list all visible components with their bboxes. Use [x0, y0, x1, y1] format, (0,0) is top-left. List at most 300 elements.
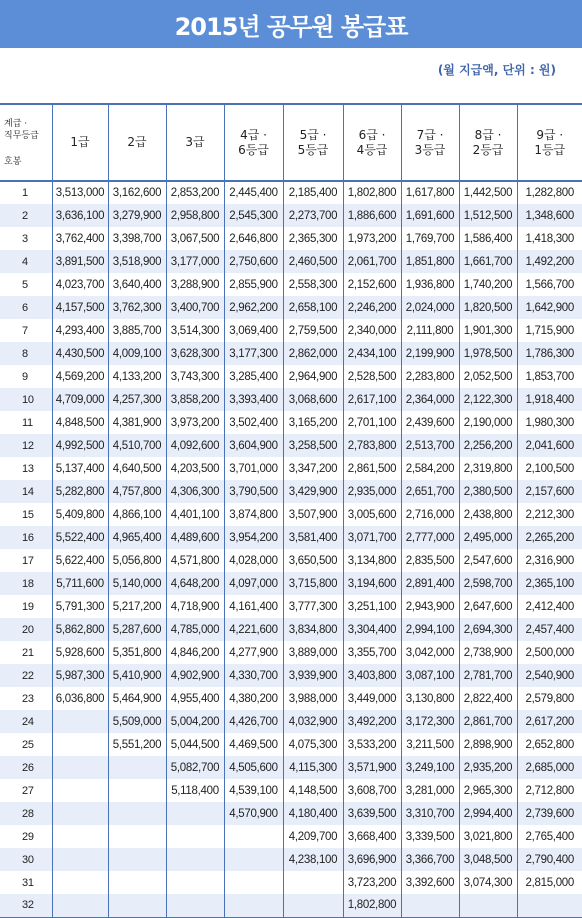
salary-cell: 5,409,800	[52, 503, 108, 526]
salary-cell: 3,134,800	[343, 549, 401, 572]
salary-cell: 4,569,200	[52, 365, 108, 388]
salary-cell: 1,820,500	[459, 296, 517, 319]
salary-cell: 3,042,000	[401, 641, 459, 664]
table-row	[0, 894, 582, 917]
salary-cell: 2,122,300	[459, 388, 517, 411]
column-header-line2: 4등급	[356, 142, 388, 157]
salary-cell: 3,177,300	[224, 342, 283, 365]
salary-cell: 2,835,500	[401, 549, 459, 572]
salary-cell: 1,418,300	[517, 227, 582, 250]
salary-cell: 3,366,700	[401, 848, 459, 871]
salary-cell: 1,978,500	[459, 342, 517, 365]
salary-cell: 4,277,900	[224, 641, 283, 664]
salary-cell: 2,712,800	[517, 779, 582, 802]
salary-cell: 3,005,600	[343, 503, 401, 526]
salary-cell: 3,518,900	[108, 250, 166, 273]
step-cell: 24	[22, 715, 34, 728]
salary-cell: 5,004,200	[166, 710, 224, 733]
salary-cell: 4,955,400	[166, 687, 224, 710]
salary-cell: 2,781,700	[459, 664, 517, 687]
salary-cell: 3,392,600	[401, 871, 459, 894]
table-row	[0, 733, 582, 756]
column-header-line1: 4급 ·	[240, 127, 267, 142]
salary-cell: 1,853,700	[517, 365, 582, 388]
salary-cell: 1,282,800	[517, 181, 582, 204]
salary-cell: 3,571,900	[343, 756, 401, 779]
table-row	[0, 687, 582, 710]
column-header	[166, 104, 224, 181]
salary-cell: 2,739,600	[517, 802, 582, 825]
step-cell: 1	[22, 187, 28, 199]
salary-cell: 3,211,500	[401, 733, 459, 756]
salary-cell: 1,901,300	[459, 319, 517, 342]
table-row	[0, 296, 582, 319]
table-row	[0, 526, 582, 549]
column-header-line1: 1급	[70, 135, 90, 149]
column-header	[52, 104, 108, 181]
salary-cell: 5,987,300	[52, 664, 108, 687]
salary-cell: 1,512,500	[459, 204, 517, 227]
table-body	[0, 181, 582, 917]
salary-cell: 2,190,000	[459, 411, 517, 434]
column-header-line1: 9급 ·	[536, 127, 564, 142]
table-row	[0, 641, 582, 664]
salary-cell	[52, 756, 108, 779]
salary-cell: 3,834,800	[283, 618, 343, 641]
salary-cell	[52, 802, 108, 825]
salary-cell: 2,738,900	[459, 641, 517, 664]
salary-cell: 3,069,400	[224, 319, 283, 342]
salary-cell: 3,087,100	[401, 664, 459, 687]
salary-cell: 2,246,200	[343, 296, 401, 319]
table-row	[0, 848, 582, 871]
table-row	[0, 227, 582, 250]
salary-cell: 3,288,900	[166, 273, 224, 296]
salary-cell: 3,650,500	[283, 549, 343, 572]
salary-cell: 2,212,300	[517, 503, 582, 526]
salary-cell: 2,935,000	[343, 480, 401, 503]
salary-cell	[224, 871, 283, 894]
salary-cell: 3,165,200	[283, 411, 343, 434]
salary-cell: 2,584,200	[401, 457, 459, 480]
salary-cell: 3,074,300	[459, 871, 517, 894]
unit-note: (월 지급액, 단위 : 원)	[437, 63, 556, 77]
step-cell: 4	[22, 255, 28, 268]
corner-rank-line2: 직무등급	[4, 130, 39, 141]
salary-cell: 2,513,700	[401, 434, 459, 457]
step-cell: 7	[22, 324, 28, 337]
salary-cell: 3,762,400	[52, 227, 108, 250]
column-header	[459, 104, 517, 181]
salary-cell: 5,287,600	[108, 618, 166, 641]
step-cell: 23	[22, 692, 34, 705]
step-cell: 20	[22, 623, 34, 636]
salary-cell: 2,943,900	[401, 595, 459, 618]
table-row	[0, 802, 582, 825]
table-row	[0, 204, 582, 227]
salary-cell: 3,048,500	[459, 848, 517, 871]
step-cell: 11	[22, 416, 33, 429]
salary-cell: 3,988,000	[283, 687, 343, 710]
salary-cell: 4,023,700	[52, 273, 108, 296]
salary-cell: 1,802,800	[343, 894, 401, 917]
table-row	[0, 710, 582, 733]
salary-cell: 3,403,800	[343, 664, 401, 687]
salary-cell: 3,874,800	[224, 503, 283, 526]
salary-cell: 1,786,300	[517, 342, 582, 365]
corner-header-cell	[0, 104, 52, 181]
corner-rank-line1: 계급 ·	[4, 118, 28, 129]
salary-cell: 4,203,500	[166, 457, 224, 480]
salary-cell: 5,551,200	[108, 733, 166, 756]
salary-cell	[166, 848, 224, 871]
salary-cell	[166, 894, 224, 917]
salary-cell: 3,281,000	[401, 779, 459, 802]
page-title: 2015년 공무원 봉급표	[174, 12, 408, 41]
salary-cell	[52, 825, 108, 848]
step-cell: 26	[22, 761, 34, 774]
salary-cell	[166, 825, 224, 848]
column-header	[108, 104, 166, 181]
salary-cell: 5,862,800	[52, 618, 108, 641]
salary-cell: 3,279,900	[108, 204, 166, 227]
salary-cell: 2,694,300	[459, 618, 517, 641]
salary-cell: 3,194,600	[343, 572, 401, 595]
salary-cell: 2,861,500	[343, 457, 401, 480]
salary-cell: 3,628,300	[166, 342, 224, 365]
salary-cell	[401, 894, 459, 917]
salary-cell: 4,709,000	[52, 388, 108, 411]
salary-cell: 2,547,600	[459, 549, 517, 572]
salary-cell: 3,696,900	[343, 848, 401, 871]
salary-cell	[224, 894, 283, 917]
salary-cell: 4,866,100	[108, 503, 166, 526]
salary-cell: 4,510,700	[108, 434, 166, 457]
salary-cell: 2,199,900	[401, 342, 459, 365]
salary-cell: 2,412,400	[517, 595, 582, 618]
salary-cell: 3,507,900	[283, 503, 343, 526]
salary-cell: 4,148,500	[283, 779, 343, 802]
salary-cell: 1,348,600	[517, 204, 582, 227]
step-cell: 9	[22, 370, 28, 383]
step-cell: 21	[22, 646, 34, 659]
salary-cell: 4,640,500	[108, 457, 166, 480]
salary-cell: 1,740,200	[459, 273, 517, 296]
salary-cell: 3,502,400	[224, 411, 283, 434]
table-row	[0, 503, 582, 526]
step-cell: 18	[22, 577, 34, 590]
salary-cell: 2,500,000	[517, 641, 582, 664]
salary-cell: 2,965,300	[459, 779, 517, 802]
salary-cell: 2,759,500	[283, 319, 343, 342]
header-row	[0, 104, 582, 181]
table-row	[0, 871, 582, 894]
salary-cell: 3,581,400	[283, 526, 343, 549]
column-header	[517, 104, 582, 181]
salary-cell: 1,973,200	[343, 227, 401, 250]
salary-cell: 2,052,500	[459, 365, 517, 388]
salary-cell: 5,282,800	[52, 480, 108, 503]
step-cell: 8	[22, 347, 28, 360]
salary-cell: 2,041,600	[517, 434, 582, 457]
salary-cell: 3,249,100	[401, 756, 459, 779]
salary-cell: 2,862,000	[283, 342, 343, 365]
column-header-line2: 3등급	[414, 142, 446, 157]
salary-cell: 4,426,700	[224, 710, 283, 733]
salary-cell	[166, 871, 224, 894]
salary-cell: 4,571,800	[166, 549, 224, 572]
salary-cell: 1,980,300	[517, 411, 582, 434]
salary-cell: 3,513,000	[52, 181, 108, 204]
salary-cell: 3,310,700	[401, 802, 459, 825]
table-row	[0, 181, 582, 204]
salary-cell: 4,965,400	[108, 526, 166, 549]
salary-cell: 2,750,600	[224, 250, 283, 273]
salary-cell: 3,604,900	[224, 434, 283, 457]
salary-cell: 3,762,300	[108, 296, 166, 319]
salary-cell: 5,056,800	[108, 549, 166, 572]
salary-cell: 1,586,400	[459, 227, 517, 250]
salary-cell: 2,283,800	[401, 365, 459, 388]
salary-cell: 4,757,800	[108, 480, 166, 503]
salary-cell: 3,858,200	[166, 388, 224, 411]
table-row	[0, 572, 582, 595]
salary-cell: 2,273,700	[283, 204, 343, 227]
salary-cell: 3,973,200	[166, 411, 224, 434]
column-header-line2: 6등급	[238, 142, 269, 157]
salary-cell: 3,429,900	[283, 480, 343, 503]
salary-cell	[283, 871, 343, 894]
salary-cell: 3,021,800	[459, 825, 517, 848]
column-header	[283, 104, 343, 181]
column-header-line1: 8급 ·	[474, 127, 502, 142]
salary-cell: 2,891,400	[401, 572, 459, 595]
salary-cell: 2,157,600	[517, 480, 582, 503]
salary-cell: 5,522,400	[52, 526, 108, 549]
salary-cell: 3,889,000	[283, 641, 343, 664]
table-row	[0, 595, 582, 618]
salary-cell: 4,133,200	[108, 365, 166, 388]
salary-cell: 2,822,400	[459, 687, 517, 710]
salary-cell: 2,685,000	[517, 756, 582, 779]
salary-cell: 5,137,400	[52, 457, 108, 480]
salary-cell: 4,009,100	[108, 342, 166, 365]
salary-cell: 2,100,500	[517, 457, 582, 480]
table-row	[0, 319, 582, 342]
salary-cell: 4,539,100	[224, 779, 283, 802]
salary-cell: 2,061,700	[343, 250, 401, 273]
salary-cell: 4,330,700	[224, 664, 283, 687]
step-cell: 19	[22, 600, 34, 613]
salary-cell: 4,293,400	[52, 319, 108, 342]
salary-cell	[52, 848, 108, 871]
column-header	[343, 104, 401, 181]
salary-cell: 3,743,300	[166, 365, 224, 388]
salary-cell: 2,964,900	[283, 365, 343, 388]
step-cell: 5	[22, 278, 28, 291]
salary-cell: 2,256,200	[459, 434, 517, 457]
salary-cell: 3,251,100	[343, 595, 401, 618]
column-header	[401, 104, 459, 181]
step-cell: 14	[22, 485, 34, 498]
salary-cell	[166, 802, 224, 825]
salary-cell: 6,036,800	[52, 687, 108, 710]
salary-cell	[517, 894, 582, 917]
salary-cell: 3,636,100	[52, 204, 108, 227]
salary-cell: 3,954,200	[224, 526, 283, 549]
salary-cell: 3,885,700	[108, 319, 166, 342]
salary-cell: 3,339,500	[401, 825, 459, 848]
salary-cell: 5,410,900	[108, 664, 166, 687]
table-row	[0, 618, 582, 641]
salary-cell: 2,994,100	[401, 618, 459, 641]
salary-cell: 5,928,600	[52, 641, 108, 664]
step-cell: 31	[22, 876, 34, 889]
step-cell: 27	[22, 784, 34, 797]
salary-cell: 4,157,500	[52, 296, 108, 319]
salary-cell: 1,661,700	[459, 250, 517, 273]
salary-cell: 5,217,200	[108, 595, 166, 618]
column-header-line1: 3급	[185, 135, 205, 149]
salary-cell: 4,306,300	[166, 480, 224, 503]
table-row	[0, 273, 582, 296]
step-cell: 10	[22, 393, 34, 406]
salary-cell: 3,393,400	[224, 388, 283, 411]
salary-cell: 2,365,300	[283, 227, 343, 250]
salary-cell: 2,579,800	[517, 687, 582, 710]
salary-cell: 5,711,600	[52, 572, 108, 595]
salary-cell: 1,691,600	[401, 204, 459, 227]
salary-cell: 1,886,600	[343, 204, 401, 227]
salary-cell: 4,097,000	[224, 572, 283, 595]
salary-cell: 4,032,900	[283, 710, 343, 733]
salary-cell: 2,319,800	[459, 457, 517, 480]
step-cell: 30	[22, 853, 34, 866]
table-row	[0, 664, 582, 687]
salary-cell: 2,545,300	[224, 204, 283, 227]
salary-cell: 2,962,200	[224, 296, 283, 319]
column-header-line1: 7급 ·	[416, 127, 444, 142]
salary-cell: 3,355,700	[343, 641, 401, 664]
salary-cell: 3,068,600	[283, 388, 343, 411]
salary-cell	[224, 825, 283, 848]
salary-cell: 2,340,000	[343, 319, 401, 342]
salary-cell: 2,111,800	[401, 319, 459, 342]
salary-cell: 2,790,400	[517, 848, 582, 871]
salary-cell: 4,902,900	[166, 664, 224, 687]
salary-cell: 2,652,800	[517, 733, 582, 756]
salary-cell: 2,861,700	[459, 710, 517, 733]
table-row	[0, 250, 582, 273]
salary-cell: 2,265,200	[517, 526, 582, 549]
table-row	[0, 365, 582, 388]
salary-cell: 3,701,000	[224, 457, 283, 480]
column-header	[224, 104, 283, 181]
salary-cell: 2,658,100	[283, 296, 343, 319]
salary-cell: 4,257,300	[108, 388, 166, 411]
salary-cell: 4,430,500	[52, 342, 108, 365]
salary-cell: 3,400,700	[166, 296, 224, 319]
salary-cell: 3,492,200	[343, 710, 401, 733]
salary-cell: 3,304,400	[343, 618, 401, 641]
salary-cell: 1,769,700	[401, 227, 459, 250]
salary-cell: 1,492,200	[517, 250, 582, 273]
salary-cell: 4,846,200	[166, 641, 224, 664]
salary-cell: 4,075,300	[283, 733, 343, 756]
column-header-line2: 1등급	[534, 142, 566, 157]
salary-cell: 4,221,600	[224, 618, 283, 641]
salary-cell	[52, 871, 108, 894]
salary-cell: 2,651,700	[401, 480, 459, 503]
salary-cell: 2,380,500	[459, 480, 517, 503]
salary-cell: 3,939,900	[283, 664, 343, 687]
salary-cell	[108, 756, 166, 779]
column-header-line1: 5급 ·	[299, 127, 327, 142]
salary-cell: 1,642,900	[517, 296, 582, 319]
table-row	[0, 825, 582, 848]
salary-cell: 1,936,800	[401, 273, 459, 296]
salary-cell: 3,285,400	[224, 365, 283, 388]
salary-cell: 1,617,800	[401, 181, 459, 204]
column-header-line2: 2등급	[472, 142, 504, 157]
column-header-line1: 2급	[127, 135, 147, 149]
salary-cell: 2,316,900	[517, 549, 582, 572]
salary-cell: 2,647,600	[459, 595, 517, 618]
salary-cell: 1,442,500	[459, 181, 517, 204]
salary-cell: 3,668,400	[343, 825, 401, 848]
salary-cell: 3,891,500	[52, 250, 108, 273]
step-cell: 2	[22, 209, 28, 222]
salary-cell: 2,558,300	[283, 273, 343, 296]
salary-cell: 2,898,900	[459, 733, 517, 756]
salary-cell: 4,648,200	[166, 572, 224, 595]
salary-cell: 2,598,700	[459, 572, 517, 595]
salary-cell: 3,067,500	[166, 227, 224, 250]
salary-cell: 3,398,700	[108, 227, 166, 250]
salary-cell	[52, 779, 108, 802]
step-cell: 29	[22, 830, 34, 843]
salary-cell: 2,438,800	[459, 503, 517, 526]
step-cell: 22	[22, 669, 34, 682]
salary-cell: 3,639,500	[343, 802, 401, 825]
table-row	[0, 480, 582, 503]
salary-cell: 3,723,200	[343, 871, 401, 894]
salary-cell: 2,783,800	[343, 434, 401, 457]
salary-cell: 2,364,000	[401, 388, 459, 411]
salary-cell: 5,351,800	[108, 641, 166, 664]
table-row	[0, 342, 582, 365]
salary-cell: 2,445,400	[224, 181, 283, 204]
salary-cell: 2,777,000	[401, 526, 459, 549]
salary-cell: 2,152,600	[343, 273, 401, 296]
table-row	[0, 388, 582, 411]
salary-cell: 2,365,100	[517, 572, 582, 595]
salary-cell: 4,381,900	[108, 411, 166, 434]
salary-cell: 4,161,400	[224, 595, 283, 618]
salary-cell: 1,918,400	[517, 388, 582, 411]
salary-cell: 4,238,100	[283, 848, 343, 871]
salary-cell: 4,401,100	[166, 503, 224, 526]
salary-cell: 3,608,700	[343, 779, 401, 802]
salary-cell	[108, 894, 166, 917]
salary-cell: 3,640,400	[108, 273, 166, 296]
salary-cell	[108, 779, 166, 802]
table-row	[0, 549, 582, 572]
salary-cell: 3,071,700	[343, 526, 401, 549]
salary-cell	[459, 894, 517, 917]
salary-cell: 2,855,900	[224, 273, 283, 296]
salary-cell: 3,162,600	[108, 181, 166, 204]
